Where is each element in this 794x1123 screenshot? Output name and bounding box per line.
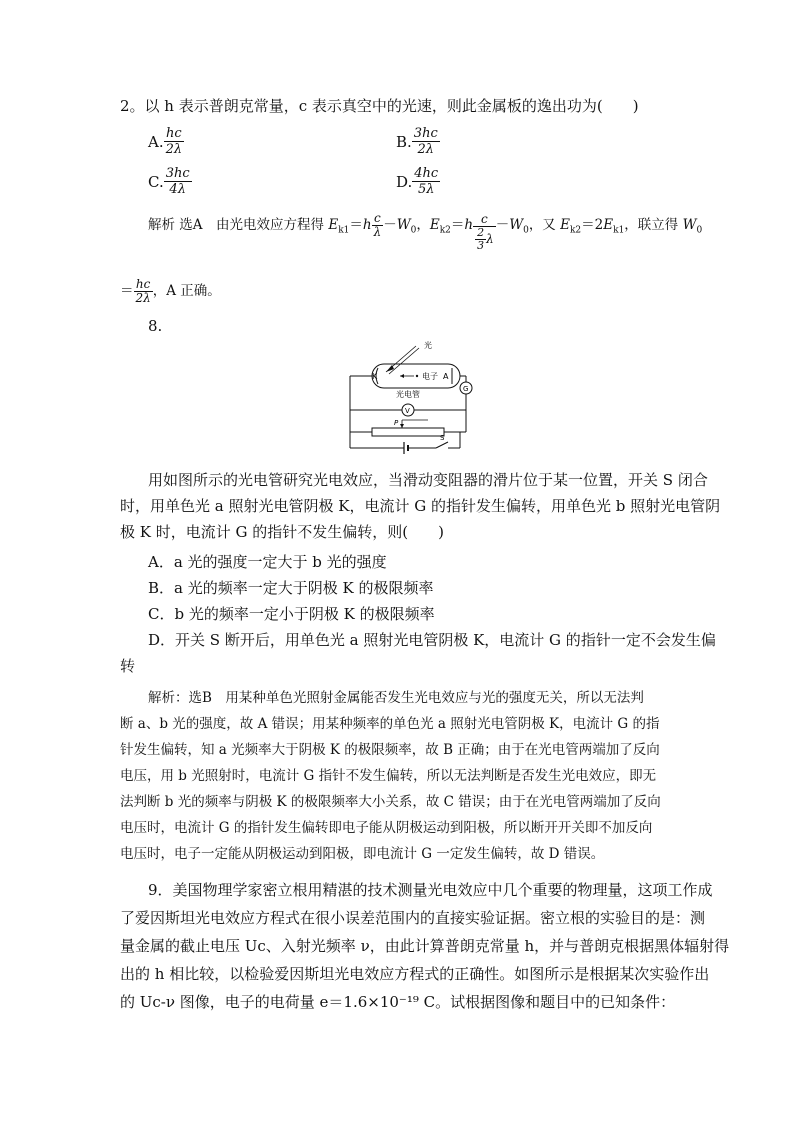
q9-line1: 9．美国物理学家密立根用精湛的技术测量光电效应中几个重要的物理量，这项工作成 [148,881,713,899]
switch [436,442,448,448]
rheostat [372,428,444,436]
option-label: A. [148,132,164,151]
q2-solution-line2: ＝ $\frac{hc}{2\lambda}$ ，A 正确。 [120,277,221,305]
anode-label: A [443,372,449,381]
q8-solution-line4: 电压，用 b 光照射时，电流计 G 指针不发生偏转，所以无法判断是否发生光电效应，即无 [120,768,657,784]
slider-label: P [394,419,399,427]
q8-number: 8. [148,317,163,335]
voltmeter-label: V [405,407,410,415]
fraction-denominator: 5λ [417,182,435,197]
fraction-numerator: 3hc [413,126,438,141]
q8-solution-line3: 针发生偏转，知 a 光频率大于阴极 K 的极限频率，故 B 正确；由于在光电管两端加了反向 [120,742,660,758]
option-label: C. [148,172,164,191]
q8-solution-line5: 法判断 b 光的频率与阴极 K 的极限频率大小关系，故 C 错误；由于在光电管两端加了反向 [120,794,661,810]
fraction-denominator: 2λ [165,142,183,157]
q2-stem: 2。以 h 表示普朗克常量，c 表示真空中的光速，则此金属板的逸出功为( ) [120,97,639,115]
q8-option-d-cont: 转 [120,657,136,675]
q2-solution-line1: 解析 选A 由光电效应方程得 $E_{k1}=h$ $\frac{c}{\lambda}$ $-W_0$，$E_{k2}=h$ c $\frac{2}{3}$ λ $-W_0$，又 $E_{k2}=2E_{k1}$，联立得 $W_0$ [148,211,703,252]
q2-option-a [148,126,184,157]
q8-option-a: A．a 光的强度一定大于 b 光的强度 [148,553,387,571]
q8-stem-line3: 极 K 时，电流计 G 的指针不发生偏转，则( ) [120,523,444,541]
light-label: 光 [424,341,432,350]
electron-label: 电子 [422,372,438,381]
q2-solution-suffix: ，A 正确。 [152,283,221,299]
q2-option-b [396,126,440,157]
q8-solution-line7: 电压时，电子一定能从阴极运动到阳极，即电流计 G 一定发生偏转，故 D 错误。 [120,846,605,862]
q8-option-b: B．a 光的频率一定大于阴极 K 的极限频率 [148,579,434,597]
q8-option-c: C．b 光的频率一定小于阴极 K 的极限频率 [148,605,435,623]
q2-option-c [148,166,192,197]
q8-solution-line6: 电压时，电流计 G 的指针发生偏转即电子能从阴极运动到阳极，所以断开开关即不加反向 [120,820,653,836]
q8-stem-line2: 时，用单色光 a 照射光电管阴极 K，电流计 G 的指针发生偏转，用单色光 b 照射光电管阴 [120,497,721,515]
switch-label: S [440,434,445,442]
fraction-denominator: 4λ [169,182,186,197]
q9-line2: 了爱因斯坦光电效应方程式在很小误差范围内的直接实验证据。密立根的实验目的是：测 [120,909,706,927]
q9-line3: 量金属的截止电压 Uc、入射光频率 ν，由此计算普朗克常量 h，并与普朗克根据黑体辐射得 [120,937,730,955]
q2-solution-prefix: 解析 选A 由光电效应方程得 [148,217,325,233]
fraction-numerator: 3hc [165,166,190,181]
fraction-numerator: hc [164,126,185,142]
fraction-numerator: 4hc [414,166,439,181]
option-label: B. [396,132,412,151]
tube-label: 光电管 [396,390,420,399]
q9-line5: 的 Uc-ν 图像，电子的电荷量 e＝1.6×10⁻¹⁹ C。试根据图像和题目中的已知条件： [120,993,676,1011]
fraction-denominator: 2λ [417,142,435,157]
option-label: D. [396,172,413,191]
cathode-label: K [372,372,378,381]
galvanometer-label: G [463,385,469,393]
q8-stem-line1: 用如图所示的光电管研究光电效应，当滑动变阻器的滑片位于某一位置，开关 S 闭合 [148,471,708,489]
q9-line4: 出的 h 相比较，以检验爱因斯坦光电效应方程式的正确性。如图所示是根据某次实验作出 [120,965,710,983]
q8-option-d: D．开关 S 断开后，用单色光 a 照射光电管阴极 K，电流计 G 的指针一定不会发生偏 [148,631,716,649]
q2-option-d [396,166,440,197]
q8-solution-line2: 断 a、b 光的强度，故 A 错误；用某种频率的单色光 a 照射光电管阴极 K，电流计 G 的指 [120,716,660,732]
q8-solution-line1: 解析：选B 用某种单色光照射金属能否发生光电效应与光的强度无关，所以无法判 [148,690,644,706]
photoelectric-circuit-diagram [344,338,474,456]
